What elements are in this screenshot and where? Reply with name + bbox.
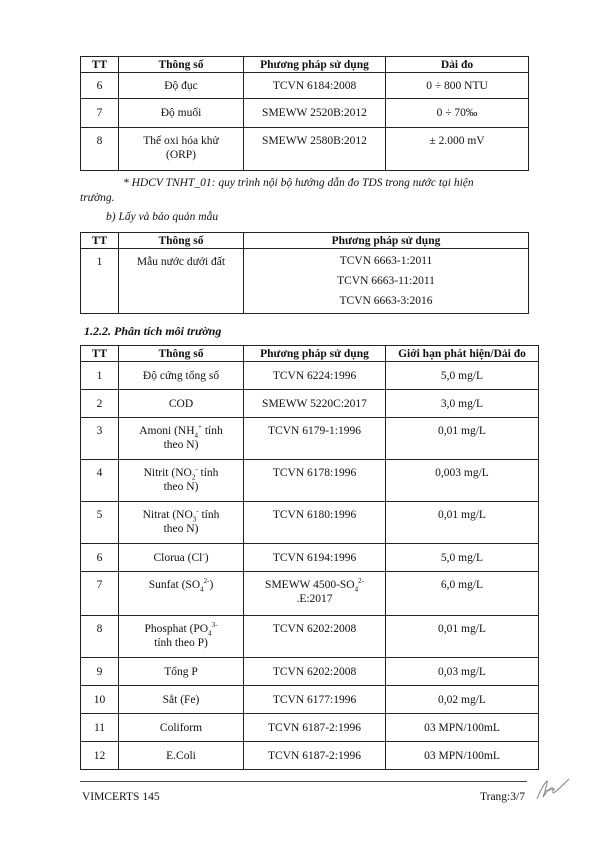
cell-method: TCVN 6177:1996 (244, 686, 386, 714)
header-method: Phương pháp sử dụng (244, 346, 386, 362)
cell-tt: 1 (81, 362, 119, 390)
header-param: Thông số (119, 57, 244, 73)
cell-param (119, 418, 244, 460)
table-row (81, 390, 539, 418)
cell-range: ± 2.000 mV (386, 128, 529, 171)
cell-method: TCVN 6187-2:1996 (244, 714, 386, 742)
table-row (81, 742, 539, 770)
table-header-row (81, 57, 529, 73)
method-line: TCVN 6663-3:2016 (339, 295, 433, 307)
cell-method: TCVN 6179-1:1996 (244, 418, 386, 460)
table-row (81, 658, 539, 686)
param-text: tính (198, 509, 220, 521)
cell-tt: 9 (81, 658, 119, 686)
table-row (81, 128, 529, 171)
method-line: TCVN 6663-11:2011 (337, 275, 435, 287)
param-text: Amoni (NH (139, 425, 195, 437)
cell-limit: 0,01 mg/L (386, 502, 539, 544)
table-row (81, 544, 539, 572)
cell-limit: 5,0 mg/L (386, 544, 539, 572)
param-text: tính (197, 467, 219, 479)
footer-divider (80, 781, 527, 782)
param-sub: 4 (194, 431, 199, 440)
cell-method: TCVN 6187-2:1996 (244, 742, 386, 770)
param-text: tính (201, 425, 223, 437)
cell-tt: 7 (81, 572, 119, 616)
footer-left: VIMCERTS 145 (82, 791, 160, 803)
header-tt: TT (81, 233, 119, 249)
param-sup: 2- (203, 577, 210, 586)
cell-method: TCVN 6180:1996 (244, 502, 386, 544)
method-text: SMEWW 4500-SO (265, 579, 355, 591)
param-line2: tính theo P) (154, 637, 208, 649)
cell-param: Độ muối (119, 99, 244, 128)
cell-range: 0 ÷ 800 NTU (386, 73, 529, 99)
cell-param: Coliform (119, 714, 244, 742)
method-sup: 2- (358, 577, 364, 586)
table-row (81, 714, 539, 742)
table-header-row (81, 233, 529, 249)
cell-param (119, 572, 244, 616)
header-method: Phương pháp sử dụng (244, 233, 529, 249)
table-row (81, 249, 529, 314)
header-tt: TT (81, 346, 119, 362)
cell-tt: 8 (81, 616, 119, 658)
cell-limit: 0,01 mg/L (386, 616, 539, 658)
cell-range: 0 ÷ 70‰ (386, 99, 529, 128)
param-text: Nitrat (NO (142, 509, 193, 521)
cell-limit: 5,0 mg/L (386, 362, 539, 390)
method-line2: .E:2017 (296, 593, 333, 605)
header-range: Dải đo (386, 57, 529, 73)
param-sub: 4 (200, 585, 204, 594)
cell-tt: 4 (81, 460, 119, 502)
table-row (81, 99, 529, 128)
method-line: TCVN 6663-1:2011 (339, 255, 433, 267)
param-sup: - (195, 465, 198, 474)
header-param: Thông số (119, 233, 244, 249)
param-text: Clorua (Cl (153, 551, 203, 564)
header-limit: Giới hạn phát hiện/Dải đo (386, 346, 539, 362)
param-sub: 4 (208, 629, 212, 638)
cell-tt: 3 (81, 418, 119, 460)
cell-tt: 1 (81, 249, 119, 314)
method-sub: 4 (354, 585, 359, 594)
param-text: ) (209, 579, 214, 591)
cell-tt: 5 (81, 502, 119, 544)
param-sup: - (202, 549, 205, 558)
param-text: Nitrit (NO (143, 467, 192, 479)
cell-tt: 6 (81, 73, 119, 99)
note-line2: trường. (80, 192, 115, 204)
cell-param: Sắt (Fe) (119, 686, 244, 714)
sampling-table (80, 232, 529, 314)
cell-param: Mẫu nước dưới đất (119, 249, 244, 314)
param-text: Phosphat (PO (144, 623, 209, 635)
cell-limit: 03 MPN/100mL (386, 742, 539, 770)
cell-tt: 12 (81, 742, 119, 770)
cell-tt: 6 (81, 544, 119, 572)
cell-method: TCVN 6184:2008 (244, 73, 386, 99)
cell-limit: 3,0 mg/L (386, 390, 539, 418)
cell-limit: 6,0 mg/L (386, 572, 539, 616)
measurement-table (80, 56, 529, 171)
cell-param: Độ cứng tổng số (119, 362, 244, 390)
cell-method: SMEWW 5220C:2017 (244, 390, 386, 418)
cell-method: TCVN 6224:1996 (244, 362, 386, 390)
header-method: Phương pháp sử dụng (244, 57, 386, 73)
cell-tt: 10 (81, 686, 119, 714)
param-sup: + (198, 423, 202, 432)
cell-method: SMEWW 2580B:2012 (244, 128, 386, 171)
table-row (81, 73, 529, 99)
cell-limit: 0,02 mg/L (386, 686, 539, 714)
param-sub: 2 (191, 473, 196, 482)
cell-param: E.Coli (119, 742, 244, 770)
cell-limit: 03 MPN/100mL (386, 714, 539, 742)
cell-param (119, 502, 244, 544)
cell-tt: 11 (81, 714, 119, 742)
param-sub: 3 (192, 515, 197, 524)
param-text: ) (204, 551, 209, 564)
cell-limit: 0,01 mg/L (386, 418, 539, 460)
cell-param (119, 616, 244, 658)
param-sup: 3- (211, 621, 218, 630)
note-line1: * HDCV TNHT_01: quy trình nội bộ hướng dẫn đo TDS trong nước tại hiện (123, 177, 474, 189)
param-line2: theo N) (163, 481, 199, 493)
cell-methods (244, 249, 529, 314)
header-param: Thông số (119, 346, 244, 362)
table-row (81, 686, 539, 714)
param-text: Sunfat (SO (148, 579, 201, 591)
table-row (81, 418, 539, 460)
cell-tt: 8 (81, 128, 119, 171)
cell-param (119, 460, 244, 502)
param-line2: theo N) (163, 439, 199, 451)
cell-method: TCVN 6194:1996 (244, 544, 386, 572)
cell-method: SMEWW 2520B:2012 (244, 99, 386, 128)
cell-param: Độ đục (119, 73, 244, 99)
table-row (81, 502, 539, 544)
cell-method: TCVN 6178:1996 (244, 460, 386, 502)
cell-method: TCVN 6202:2008 (244, 658, 386, 686)
cell-limit: 0,03 mg/L (386, 658, 539, 686)
cell-param (119, 544, 244, 572)
table-row (81, 616, 539, 658)
cell-limit: 0,003 mg/L (386, 460, 539, 502)
section-heading: 1.2.2. Phân tích môi trường (84, 324, 222, 338)
signature-icon (533, 775, 573, 805)
cell-param (119, 128, 244, 171)
cell-param: Tổng P (119, 658, 244, 686)
table-row (81, 572, 539, 616)
analysis-table (80, 345, 539, 770)
table-row (81, 460, 539, 502)
cell-tt: 2 (81, 390, 119, 418)
param-line1: Thế oxi hóa khử (143, 135, 219, 147)
note-text (80, 176, 530, 206)
cell-method: TCVN 6202:2008 (244, 616, 386, 658)
footer-page-number: Trang:3/7 (480, 791, 525, 803)
cell-param: COD (119, 390, 244, 418)
param-line2: theo N) (163, 523, 199, 535)
section-b-label: b) Lấy và bảo quản mẫu (106, 211, 219, 223)
param-line2: (ORP) (165, 149, 197, 161)
table-header-row (81, 346, 539, 362)
table-row (81, 362, 539, 390)
cell-tt: 7 (81, 99, 119, 128)
param-sup: - (196, 507, 199, 516)
header-tt: TT (81, 57, 119, 73)
cell-method (244, 572, 386, 616)
